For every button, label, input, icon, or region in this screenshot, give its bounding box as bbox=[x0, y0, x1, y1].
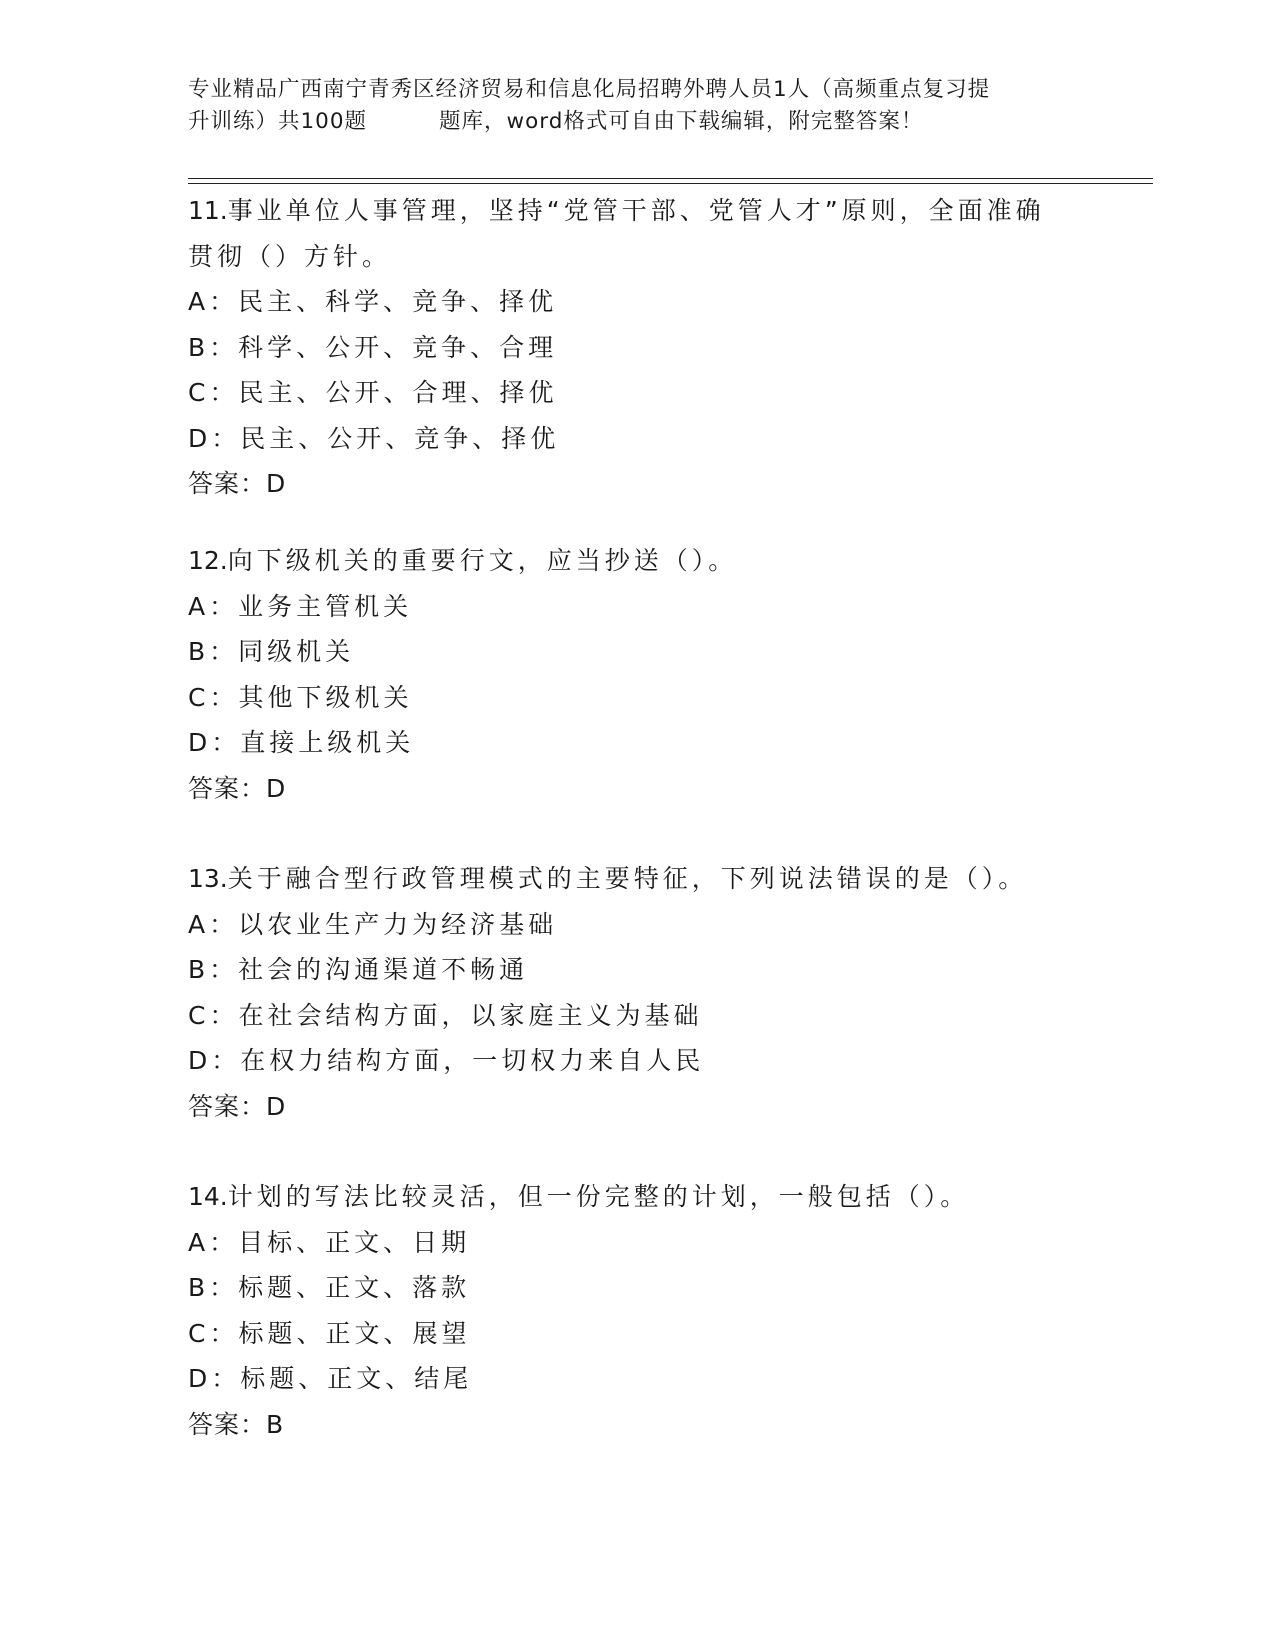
question-stem-line-2: 贯彻（）方针。 bbox=[188, 241, 392, 271]
question-number: 12. bbox=[188, 546, 228, 575]
option-b: B：同级机关 bbox=[188, 637, 355, 666]
header-divider-bottom bbox=[188, 183, 1153, 184]
option-b: B：社会的沟通渠道不畅通 bbox=[188, 955, 529, 984]
option-d: D：在权力结构方面，一切权力来自人民 bbox=[188, 1046, 705, 1075]
option-a: A：民主、科学、竞争、择优 bbox=[188, 287, 558, 316]
page-header bbox=[188, 74, 1088, 138]
option-d: D：标题、正文、结尾 bbox=[188, 1364, 473, 1393]
question-11 bbox=[188, 188, 1108, 507]
option-a: A：目标、正文、日期 bbox=[188, 1227, 471, 1257]
question-stem bbox=[188, 856, 1108, 902]
header-divider-top bbox=[188, 178, 1153, 179]
header-line-1: 专业精品广西南宁青秀区经济贸易和信息化局招聘外聘人员1人（高频重点复习提 bbox=[188, 77, 991, 102]
question-12 bbox=[188, 538, 1108, 811]
question-13 bbox=[188, 856, 1108, 1129]
option-a: A：业务主管机关 bbox=[188, 591, 413, 621]
option-c: C：其他下级机关 bbox=[188, 682, 413, 712]
question-stem-line-1: 关于融合型行政管理模式的主要特征，下列说法错误的是（）。 bbox=[227, 864, 1028, 893]
question-number: 13. bbox=[188, 864, 228, 893]
question-stem-line-1: 向下级机关的重要行文，应当抄送（）。 bbox=[227, 546, 738, 575]
option-c: C：在社会结构方面，以家庭主义为基础 bbox=[188, 1000, 703, 1030]
option-b: B：科学、公开、竞争、合理 bbox=[188, 332, 558, 362]
question-number: 14. bbox=[188, 1182, 228, 1211]
header-line-2-left: 升训练）共100题 bbox=[188, 109, 368, 134]
header-line-2-right: 题库，word格式可自由下载编辑，附完整答案！ bbox=[439, 109, 924, 134]
question-number: 11. bbox=[188, 196, 228, 225]
answer: 答案：D bbox=[188, 1091, 287, 1121]
answer: 答案：D bbox=[188, 469, 287, 498]
option-b: B：标题、正文、落款 bbox=[188, 1273, 471, 1302]
answer: 答案：B bbox=[188, 1409, 285, 1439]
answer: 答案：D bbox=[188, 773, 287, 803]
option-d: D：民主、公开、竞争、择优 bbox=[188, 423, 560, 453]
question-stem bbox=[188, 1174, 1108, 1220]
question-stem bbox=[188, 188, 1108, 234]
option-d: D：直接上级机关 bbox=[188, 728, 415, 757]
question-14 bbox=[188, 1174, 1108, 1447]
question-stem bbox=[188, 538, 1108, 584]
option-c: C：标题、正文、展望 bbox=[188, 1318, 471, 1348]
header-line-2 bbox=[188, 106, 1088, 138]
option-a: A：以农业生产力为经济基础 bbox=[188, 909, 558, 939]
question-stem-line-1: 事业单位人事管理，坚持“党管干部、党管人才”原则，全面准确 bbox=[227, 196, 1045, 225]
option-c: C：民主、公开、合理、择优 bbox=[188, 378, 558, 407]
question-stem-line-1: 计划的写法比较灵活，但一份完整的计划，一般包括（）。 bbox=[227, 1182, 970, 1211]
